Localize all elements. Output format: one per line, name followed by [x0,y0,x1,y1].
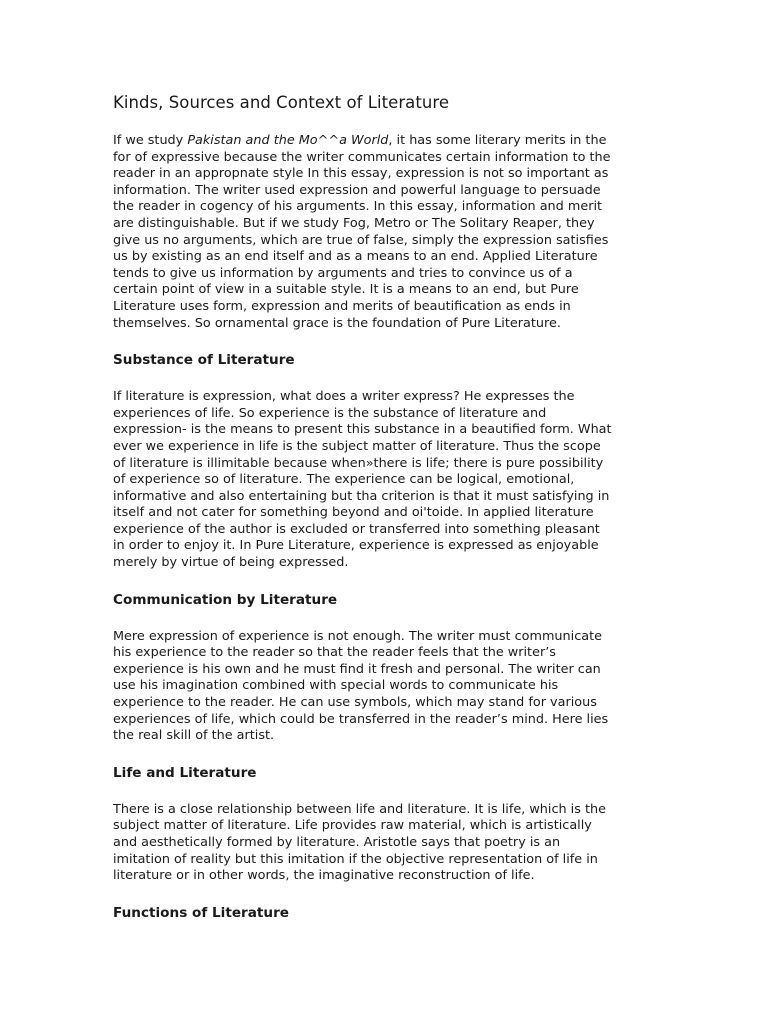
paragraph-line: tends to give us information by arguments and tries to convince us of a [113,265,573,281]
paragraph-line: Mere expression of experience is not enough. The writer must communicate [113,628,602,644]
paragraph-line: experiences of life, which could be transferred in the reader’s mind. Here lies [113,711,609,727]
section-heading-communication: Communication by Literature [113,591,338,608]
paragraph-line: ever we experience in life is the subject matter of literature. Thus the scope [113,438,601,454]
paragraph-line: informative and also entertaining but tha criterion is that it must satisfying in [113,488,610,504]
book-title: Pakistan and the Mo^^a World [187,133,389,148]
paragraph-line: If literature is expression, what does a writer express? He expresses the [113,389,575,405]
paragraph-line: the real skill of the artist. [113,728,275,744]
paragraph-line: imitation of reality but this imitation if the objective representation of life in [113,851,598,867]
paragraph-line: subject matter of literature. Life provides raw material, which is artistically [113,818,592,834]
paragraph-line: themselves. So ornamental grace is the foundation of Pure Literature. [113,315,561,331]
paragraph-line: us by existing as an end itself and as a means to an end. Applied Literature [113,249,598,265]
paragraph-line: experience is his own and he must find it fresh and personal. The writer can [113,661,601,677]
paragraph-line: use his imagination combined with special words to communicate his [113,678,559,694]
section-heading-functions: Functions of Literature [113,904,290,921]
intro-paragraph [113,133,661,332]
paragraph-line: expression- is the means to present this substance in a beautified form. What [113,422,612,438]
communication-paragraph [113,629,661,745]
paragraph-line: of literature is illimitable because when»there is life; there is pure possibility [113,455,604,471]
paragraph-line: If we study Pakistan and the Mo^^a World, it has some literary merits in the [113,133,607,148]
paragraph-line: the reader in cogency of his arguments. In this essay, information and merit [113,199,603,215]
section-heading-substance: Substance of Literature [113,352,295,369]
paragraph-line: his experience to the reader so that the reader feels that the writer’s [113,645,556,661]
paragraph-line: give us no arguments, which are true of false, simply the expression satisfies [113,232,609,248]
document-page [113,92,661,942]
paragraph-line: in order to enjoy it. In Pure Literature, experience is expressed as enjoyable [113,538,599,554]
document-title: Kinds, Sources and Context of Literature [113,93,450,112]
paragraph-line: experience of the author is excluded or transferred into something pleasant [113,521,600,537]
substance-paragraph [113,389,661,572]
paragraph-line: are distinguishable. But if we study Fog, Metro or The Solitary Reaper, they [113,215,595,231]
paragraph-line: itself and not cater for something beyond and oi'toide. In applied literature [113,505,594,521]
paragraph-line: experiences of life. So experience is the substance of literature and [113,405,547,421]
section-heading-life: Life and Literature [113,764,257,781]
paragraph-line: merely by virtue of being expressed. [113,555,349,571]
paragraph-line: experience to the reader. He can use symbols, which may stand for various [113,695,597,711]
paragraph-line: information. The writer used expression and powerful language to persuade [113,182,601,198]
paragraph-line: literature or in other words, the imaginative reconstruction of life. [113,868,535,884]
paragraph-line: and aesthetically formed by literature. Aristotle says that poetry is an [113,835,561,850]
paragraph-line: Literature uses form, expression and merits of beautification as ends in [113,298,571,314]
life-paragraph [113,802,661,885]
paragraph-line: certain point of view in a suitable style. It is a means to an end, but Pure [113,282,579,298]
paragraph-line: reader in an appropnate style In this essay, expression is not so important as [113,166,609,182]
paragraph-line: of experience so of literature. The experience can be logical, emotional, [113,472,575,488]
paragraph-line: There is a close relationship between life and literature. It is life, which is the [113,801,606,817]
paragraph-line: for of expressive because the writer communicates certain information to the [113,149,611,165]
